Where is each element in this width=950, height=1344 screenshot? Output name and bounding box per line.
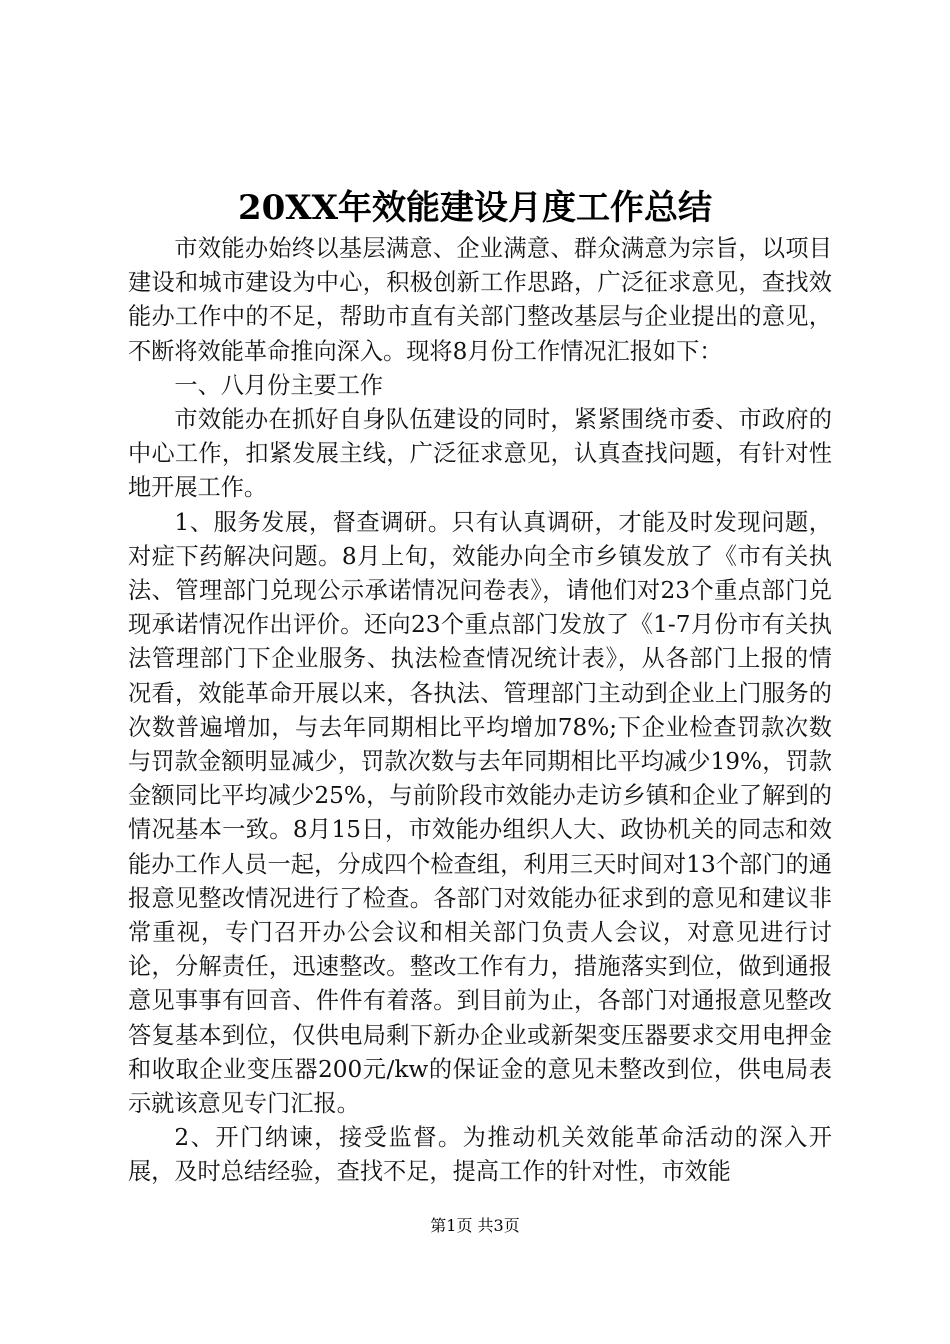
page-footer: 第1页 共3页 [430,1216,520,1235]
document-body [128,232,832,1190]
document-title: 20XX年效能建设月度工作总结 [237,188,713,228]
paragraph-item-2: 2、开门纳谏，接受监督。为推动机关效能革命活动的深入开展，及时总结经验，查找不足，提高工作的针对性，市效能 [128,1124,832,1186]
paragraph-overview: 市效能办在抓好自身队伍建设的同时，紧紧围绕市委、市政府的中心工作，扣紧发展主线，广泛征求意见，认真查找问题，有针对性地开展工作。 [128,406,832,502]
paragraph-item-1: 1、服务发展，督查调研。只有认真调研，才能及时发现问题，对症下药解决问题。8月上旬，效能办向全市乡镇发放了《市有关执法、管理部门兑现公示承诺情况问卷表》，请他们对23个重点部门兑现承诺情况作出评价。还向23个重点部门发放了《1-7月份市有关执法管理部门下企业服务、执法检查情况统计表》，从各部门上报的情况看，效能革命开展以来，各执法、管理部门主动到企业上门服务的次数普遍增加，与去年同期相比平均增加78%;下企业检查罚款次数与罚款金额明显减少，罚款次数与去年同期相比平均减少19%，罚款金额同比平均减少25%，与前阶段市效能办走访乡镇和企业了解到的情况基本一致。8月15日，市效能办组织人大、政协机关的同志和效能办工作人员一起，分成四个检查组，利用三天时间对13个部门的通报意见整改情况进行了检查。各部门对效能办征求到的意见和建议非常重视，专门召开办公会议和相关部门负责人会议，对意见进行讨论，分解责任，迅速整改。整改工作有力，措施落实到位，做到通报意见事事有回音、件件有着落。到目前为止，各部门对通报意见整改答复基本到位，仅供电局剩下新办企业或新架变压器要求交用电押金和收取企业变压器200元/kw的保证金的意见未整改到位，供电局表示就该意见专门汇报。 [128,508,832,1118]
paragraph-intro: 市效能办始终以基层满意、企业满意、群众满意为宗旨，以项目建设和城市建设为中心，积极创新工作思路，广泛征求意见，查找效能办工作中的不足，帮助市直有关部门整改基层与企业提出的意见，不断将效能革命推向深入。现将8月份工作情况汇报如下： [128,235,832,365]
section-heading-august-work: 一、八月份主要工作 [174,371,384,399]
